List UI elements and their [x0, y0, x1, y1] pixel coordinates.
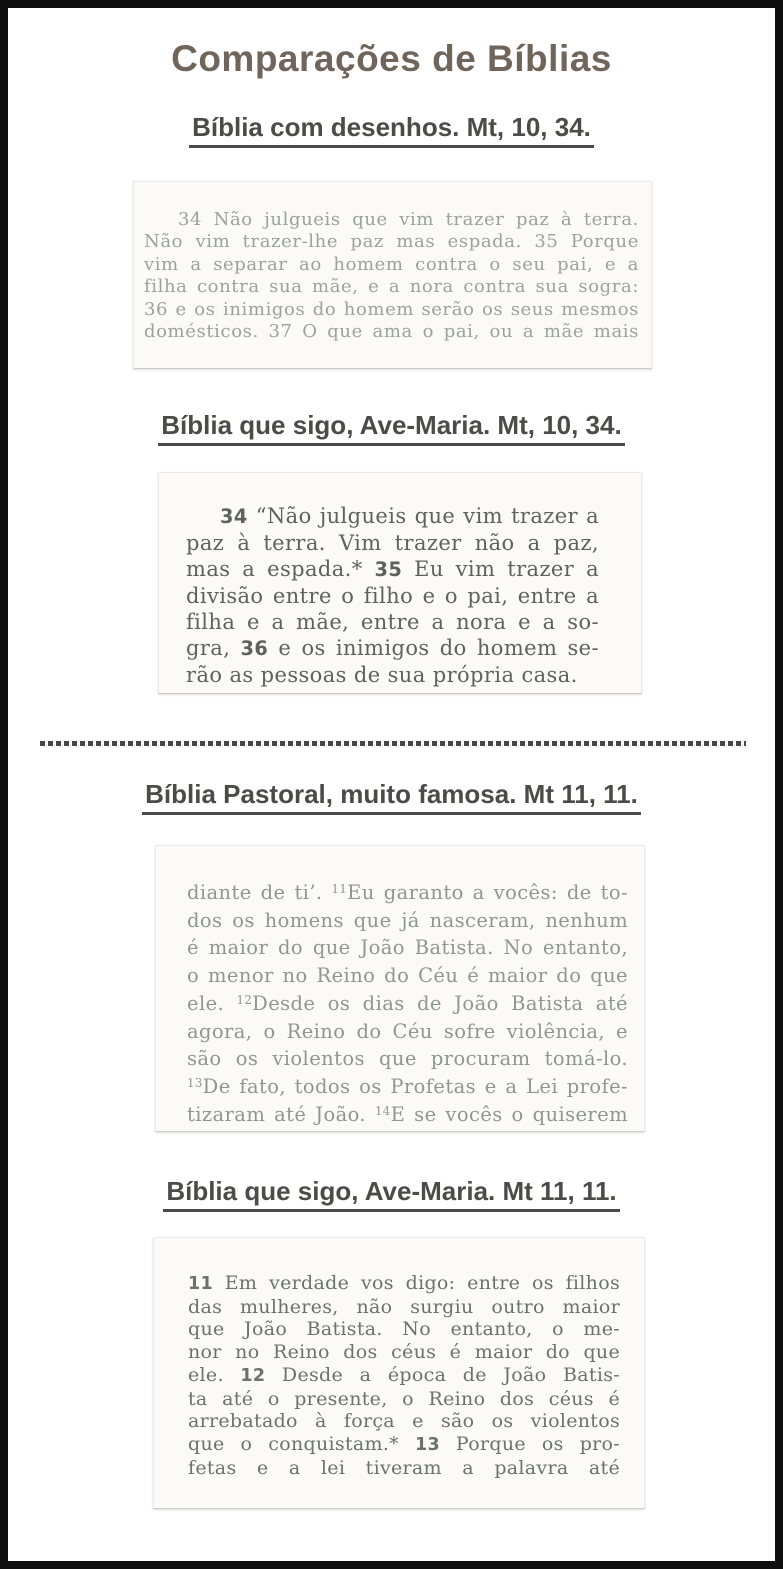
- excerpt-line: fetas e a lei tiveram a palavra até: [188, 1456, 620, 1479]
- excerpt-line: 34 Não julgueis que vim trazer paz à terra.: [178, 209, 639, 230]
- excerpt-line: arrebatado à força e são os violentos: [188, 1410, 620, 1433]
- excerpt-line: o menor no Reino do Céu é maior do que: [187, 964, 628, 988]
- section-heading-text: Bíblia Pastoral, muito famosa. Mt 11, 11.: [142, 779, 641, 815]
- verse-number-superscript: 11: [331, 882, 348, 897]
- excerpt-line: ta até o presente, o Reino dos céus é: [188, 1387, 620, 1410]
- section-heading-ave-maria-mt10: [0, 410, 783, 446]
- excerpt-line: ele. 12 Desde a época de João Batis-: [188, 1363, 620, 1386]
- section-heading-text: Bíblia que sigo, Ave-Maria. Mt, 10, 34.: [158, 410, 624, 446]
- verse-number: 12: [240, 1365, 266, 1386]
- excerpt-line: das mulheres, não surgiu outro maior: [188, 1295, 620, 1318]
- verse-number-superscript: 14: [374, 1103, 391, 1118]
- section-heading-text: Bíblia com desenhos. Mt, 10, 34.: [189, 112, 594, 148]
- excerpt-line: paz à terra. Vim trazer não a paz,: [186, 531, 599, 555]
- excerpt-line: mas a espada.* 35 Eu vim trazer a: [186, 557, 600, 581]
- excerpt-line: 34 “Não julgueis que vim trazer a: [220, 504, 599, 528]
- excerpt-line: são os violentos que procuram tomá-lo.: [187, 1047, 628, 1071]
- excerpt-line: vim a separar ao homem contra o seu pai, e a: [144, 253, 639, 275]
- excerpt-line: filha contra sua mãe, e a nora contra sua sogra:: [144, 276, 639, 298]
- section-heading-biblia-pastoral: [0, 779, 783, 815]
- verse-number: 11: [188, 1274, 213, 1294]
- verse-number-superscript: 13: [187, 1076, 203, 1091]
- page-title: Comparações de Bíblias: [171, 38, 612, 79]
- excerpt-line: Não vim trazer-lhe paz mas espada. 35 Porque: [144, 231, 639, 253]
- excerpt-line: $^{13}$De fato, todos os Profetas e a Lei profe-: [187, 1074, 628, 1098]
- bible-excerpt-biblia-pastoral: [155, 845, 645, 1132]
- excerpt-line: gra, 36 e os inimigos do homem se-: [186, 636, 599, 660]
- excerpt-line: filha e a mãe, entre a nora e a so-: [186, 610, 599, 634]
- bible-excerpt-ave-maria-mt11: [153, 1237, 645, 1509]
- excerpt-line: nor no Reino dos céus é maior do que: [188, 1341, 620, 1364]
- section-heading-biblia-com-desenhos: [0, 112, 783, 148]
- excerpt-line: diante de ti’. $^{11}$Eu garanto a vocês: de to-: [187, 881, 628, 904]
- section-heading-ave-maria-mt11: [0, 1176, 783, 1212]
- excerpt-line: rão as pessoas de sua própria casa.: [186, 663, 578, 687]
- verse-number: 13: [414, 1434, 440, 1455]
- section-heading-text: Bíblia que sigo, Ave-Maria. Mt 11, 11.: [163, 1176, 619, 1212]
- excerpt-line: tizaram até João. $^{14}$E se vocês o quiserem: [187, 1102, 628, 1126]
- verse-number: 35: [374, 558, 403, 581]
- excerpt-line: domésticos. 37 O que ama o pai, ou a mãe mais: [144, 321, 639, 343]
- excerpt-line: que o conquistam.* 13 Porque os pro-: [188, 1432, 621, 1455]
- excerpt-line: agora, o Reino do Céu sofre violência, e: [187, 1019, 628, 1043]
- excerpt-line: dos os homens que já nasceram, nenhum: [187, 908, 628, 932]
- excerpt-line: ele. $^{12}$Desde os dias de João Batista até: [187, 991, 628, 1015]
- bible-excerpt-ave-maria-mt10: [158, 472, 642, 694]
- excerpt-line: é maior do que João Batista. No entanto,: [187, 936, 628, 960]
- excerpt-line: 11 Em verdade vos digo: entre os filhos: [188, 1272, 620, 1294]
- bible-excerpt-biblia-com-desenhos: [133, 181, 652, 369]
- verse-number: 36: [240, 637, 269, 660]
- excerpt-line: que João Batista. No entanto, o me-: [188, 1318, 620, 1341]
- excerpt-line: divisão entre o filho e o pai, entre a: [186, 584, 599, 608]
- dashed-divider: [40, 741, 746, 746]
- excerpt-line: 36 e os inimigos do homem serão os seus mesmos: [144, 298, 639, 320]
- verse-number-superscript: 12: [236, 992, 253, 1007]
- verse-number: 34: [220, 505, 248, 528]
